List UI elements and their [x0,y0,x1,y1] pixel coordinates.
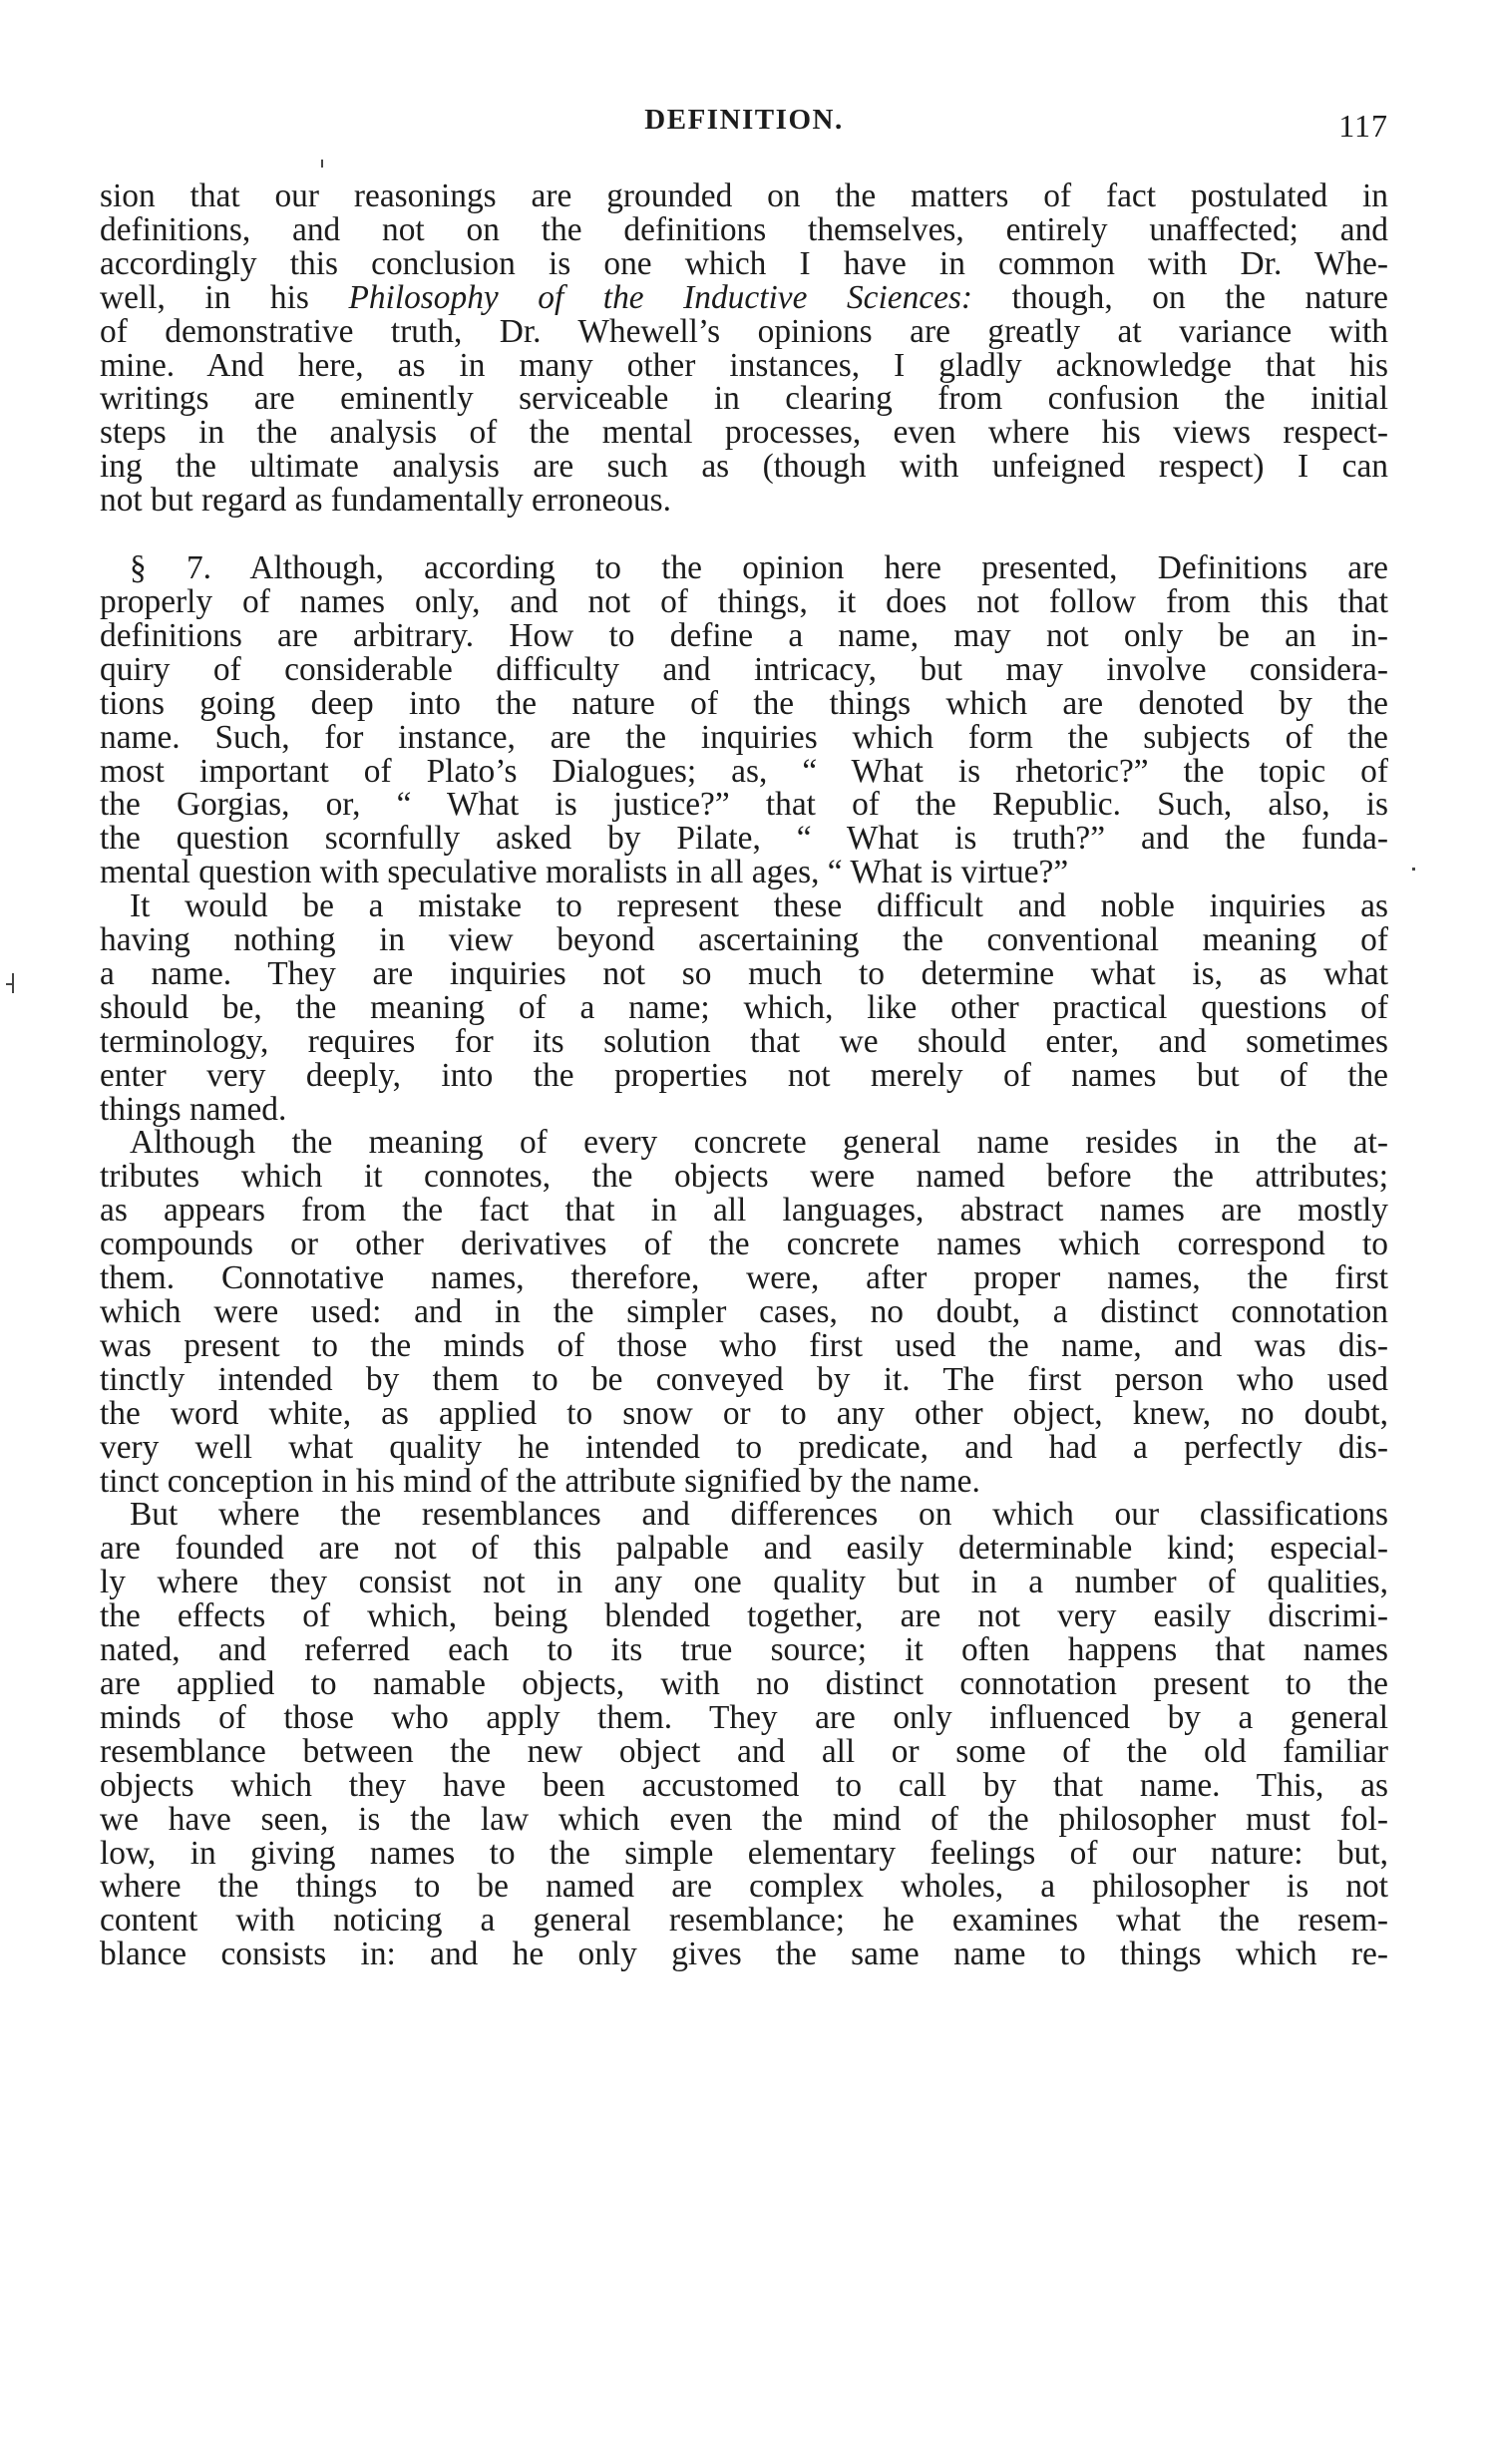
text-line: the word white, as applied to snow or to any other object, knew, no doubt, [100,1394,1388,1432]
text-line: compounds or other derivatives of the concrete names which correspond to [100,1226,1388,1263]
margin-mark [1412,868,1415,871]
text-line: blance consists in: and he only gives the same name to things which re- [100,1936,1388,1973]
text-line: But where the resemblances and differences on which our classifications [130,1496,1388,1534]
text-line: writings are eminently serviceable in clearing from confusion the initial [100,380,1388,418]
text-line: It would be a mistake to represent these difficult and noble inquiries as [130,887,1388,925]
text-line: having nothing in view beyond ascertaining the conventional meaning of [100,921,1388,959]
text-line: ly where they consist not in any one quality but in a number of qualities, [100,1564,1388,1601]
text-line: tions going deep into the nature of the things which are denoted by the [100,684,1388,722]
text-line: sion that our reasonings are grounded on the matters of fact postulated in [100,177,1388,214]
text-line: most important of Plato’s Dialogues; as, “ What is rhetoric?” the topic of [100,752,1388,790]
margin-mark [12,973,14,993]
text-line: very well what quality he intended to predicate, and had a perfectly dis- [100,1428,1388,1466]
text-line: steps in the analysis of the mental processes, even where his views respect- [100,414,1388,452]
text-line: properly of names only, and not of things, it does not follow from this that [100,582,1388,620]
text-line: as appears from the fact that in all languages, abstract names are mostly [100,1192,1388,1230]
section-heading-line: § 7. Although, according to the opinion here presented, Definitions are [130,549,1388,587]
text-line: tinct conception in his mind of the attribute signified by the name. [100,1462,980,1500]
book-title-italic: Philosophy of the Inductive Sciences: [348,278,973,316]
text-line: tributes which it connotes, the objects were named before the attributes; [100,1158,1388,1196]
text-line: terminology, requires for its solution that we should enter, and sometimes [100,1022,1388,1060]
text-line: Although the meaning of every concrete general name resides in the at- [130,1124,1388,1162]
text-line: accordingly this conclusion is one which I have in common with Dr. Whe- [100,244,1388,282]
text-line: objects which they have been accustomed to call by that name. This, as [100,1766,1388,1804]
text-line: the effects of which, being blended together, are not very easily discrimi- [100,1597,1388,1635]
text-line: low, in giving names to the simple elementary feelings of our nature: but, [100,1834,1388,1872]
text-line: name. Such, for instance, are the inquiries which form the subjects of the [100,718,1388,756]
text-line: things named. [100,1090,287,1128]
running-head [100,104,1388,144]
section-gap [100,518,1388,551]
page-number: 117 [1338,108,1388,144]
text-line: should be, the meaning of a name; which, like other practical questions of [100,988,1388,1026]
text-line: well, in his Philosophy of the Inductive Sciences: though, on the nature [100,278,1388,316]
text-line: resemblance between the new object and all or some of the old familiar [100,1732,1388,1770]
text-line: where the things to be named are complex wholes, a philosopher is not [100,1868,1388,1906]
text-line: are founded are not of this palpable and easily determinable kind; especial- [100,1530,1388,1568]
text-line: nated, and referred each to its true source; it often happens that names [100,1631,1388,1669]
text-line: are applied to namable objects, with no distinct connotation present to the [100,1664,1388,1702]
text-line: content with noticing a general resemblance; he examines what the resem- [100,1902,1388,1939]
text-line: them. Connotative names, therefore, were, after proper names, the first [100,1259,1388,1297]
text-line: enter very deeply, into the properties not merely of names but of the [100,1056,1388,1094]
text-line: definitions are arbitrary. How to define a name, may not only be an in- [100,616,1388,654]
text-line: was present to the minds of those who first used the name, and was dis- [100,1326,1388,1364]
text-line: of demonstrative truth, Dr. Whewell’s opinions are greatly at variance with [100,312,1388,350]
text-line: we have seen, is the law which even the mind of the philosopher must fol- [100,1800,1388,1838]
text-line: minds of those who apply them. They are only influenced by a general [100,1698,1388,1736]
text-line: not but regard as fundamentally erroneous. [100,482,672,520]
text-line: a name. They are inquiries not so much to determine what is, as what [100,954,1388,992]
text-line: mental question with speculative moralists in all ages, “ What is virtue?” [100,854,1069,891]
text-line: mine. And here, as in many other instances, I gladly acknowledge that his [100,346,1388,384]
running-title: DEFINITION. [644,104,844,136]
text-line: the Gorgias, or, “ What is justice?” that of the Republic. Such, also, is [100,786,1388,824]
body-text [100,179,1388,1971]
margin-mark [321,160,323,168]
text-line: ing the ultimate analysis are such as (though with unfeigned respect) I can [100,448,1388,486]
text-line: tinctly intended by them to be conveyed by it. The first person who used [100,1360,1388,1398]
text-line: which were used: and in the simpler cases, no doubt, a distinct connotation [100,1293,1388,1330]
text-line: the question scornfully asked by Pilate, “ What is truth?” and the funda- [100,820,1388,858]
text-line: definitions, and not on the definitions themselves, entirely unaffected; and [100,210,1388,248]
text-line: quiry of considerable difficulty and intricacy, but may involve considera- [100,650,1388,688]
